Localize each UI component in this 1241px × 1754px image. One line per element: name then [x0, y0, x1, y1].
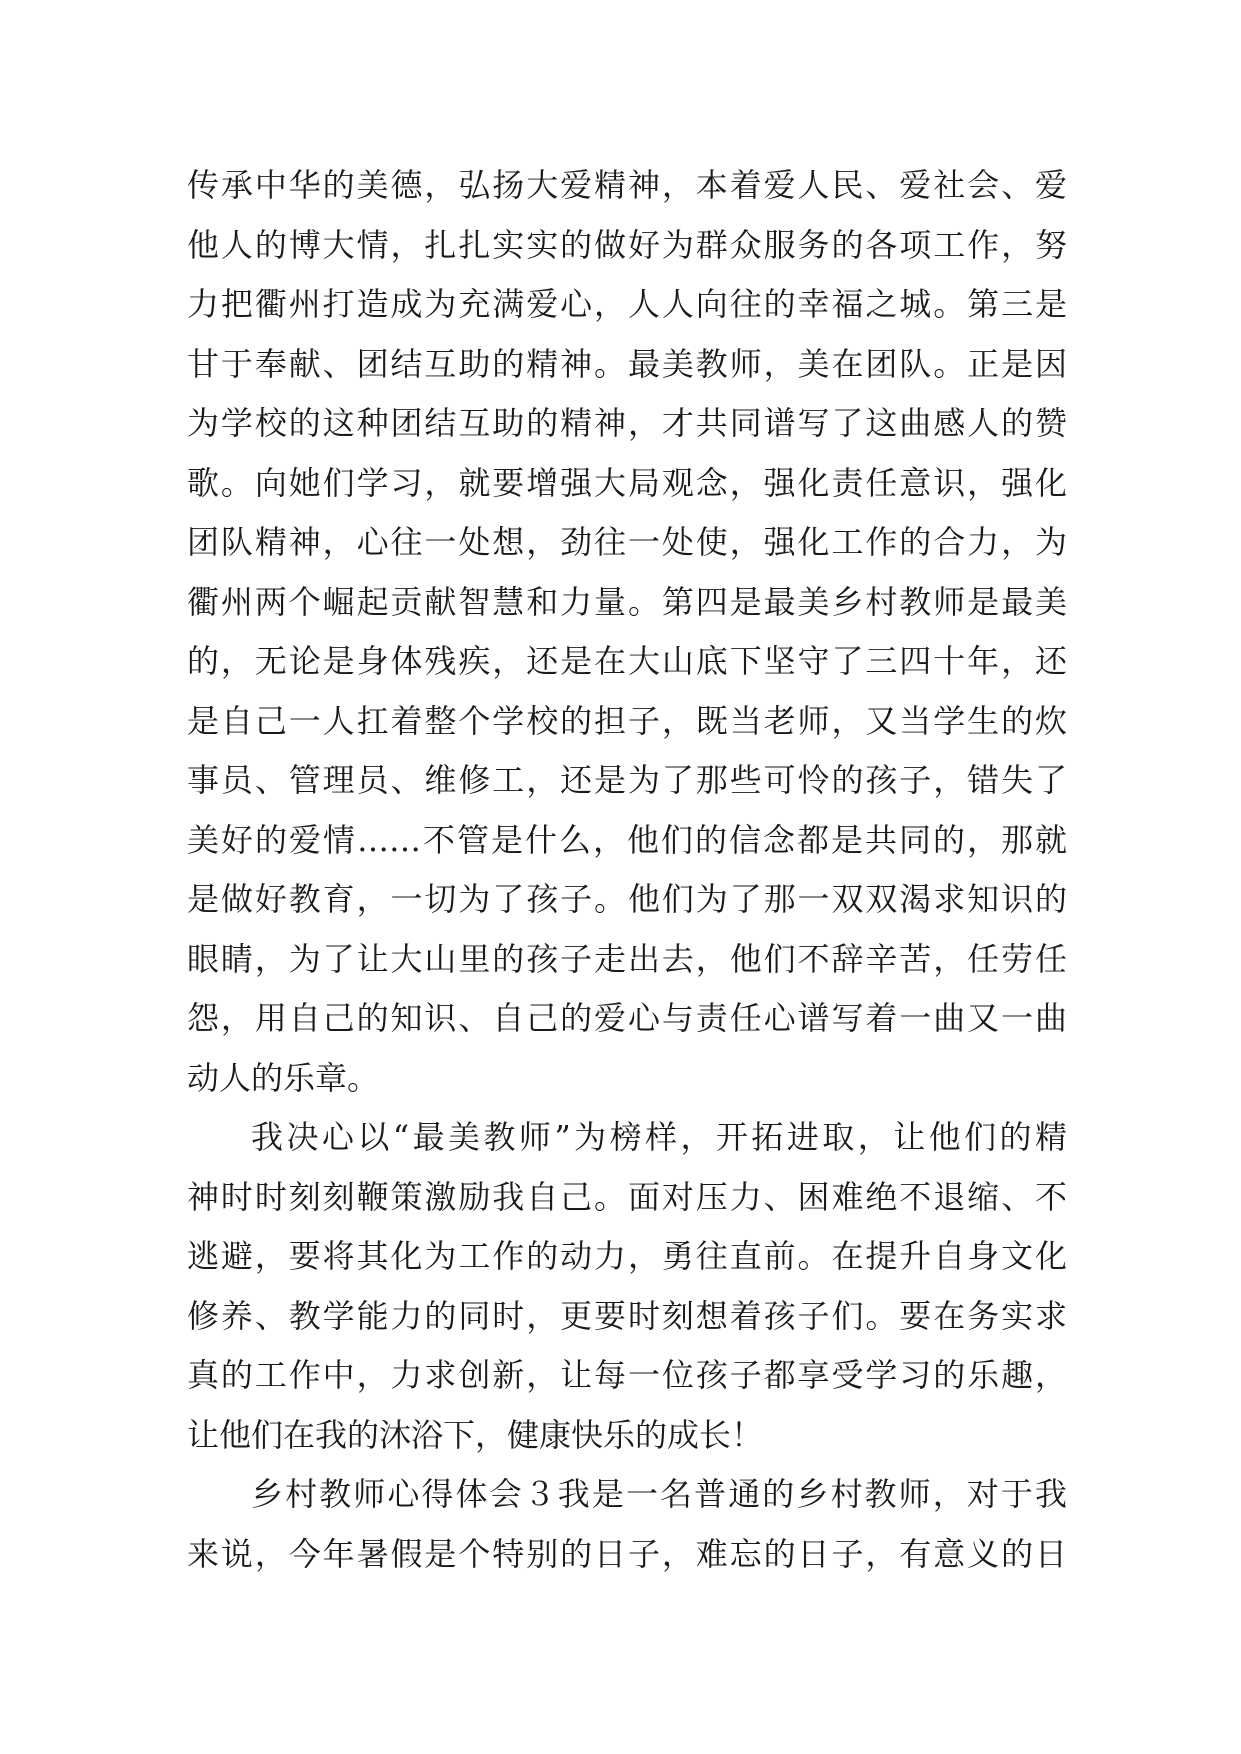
text-line: 的，无论是身体残疾，还是在大山底下坚守了三四十年，还 [187, 642, 1067, 680]
text-line: 他人的博大情，扎扎实实的做好为群众服务的各项工作，努 [187, 225, 1067, 264]
text-line: 神时时刻刻鞭策激励我自己。面对压力、困难绝不退缩、不 [187, 1177, 1067, 1216]
text-line: 真的工作中，力求创新，让每一位孩子都享受学习的乐趣， [187, 1356, 1067, 1394]
text-line: 歌。向她们学习，就要增强大局观念，强化责任意识，强化 [187, 463, 1067, 502]
text-line: 团队精神，心往一处想，劲往一处使，强化工作的合力，为 [187, 523, 1067, 561]
text-line: 事员、管理员、维修工，还是为了那些可怜的孩子，错失了 [187, 761, 1067, 799]
paragraph-start-line: 我决心以“最美教师”为榜样，开拓进取，让他们的精 [251, 1118, 1067, 1156]
paragraph-end-line: 动人的乐章。 [187, 1058, 380, 1097]
text-line: 是自己一人扛着整个学校的担子，既当老师，又当学生的炊 [187, 701, 1067, 740]
text-line: 是做好教育，一切为了孩子。他们为了那一双双渴求知识的 [187, 880, 1067, 918]
text-line: 怨，用自己的知识、自己的爱心与责任心谱写着一曲又一曲 [187, 999, 1067, 1037]
body-text [187, 156, 1067, 1584]
paragraph-start-line: 乡村教师心得体会３我是一名普通的乡村教师，对于我 [251, 1475, 1067, 1513]
text-line: 传承中华的美德，弘扬大爱精神，本着爱人民、爱社会、爱 [187, 166, 1067, 204]
text-line: 来说，今年暑假是个特别的日子，难忘的日子，有意义的日 [187, 1534, 1067, 1573]
text-line: 力把衢州打造成为充满爱心，人人向往的幸福之城。第三是 [187, 285, 1067, 323]
text-line: 眼睛，为了让大山里的孩子走出去，他们不辞辛苦，任劳任 [187, 939, 1067, 978]
text-line: 甘于奉献、团结互助的精神。最美教师，美在团队。正是因 [187, 344, 1067, 383]
text-line: 逃避，要将其化为工作的动力，勇往直前。在提升自身文化 [187, 1237, 1067, 1275]
text-line: 为学校的这种团结互助的精神，才共同谱写了这曲感人的赞 [187, 404, 1067, 442]
paragraph-end-line: 让他们在我的沐浴下，健康快乐的成长！ [187, 1415, 764, 1454]
text-line: 美好的爱情……不管是什么，他们的信念都是共同的，那就 [187, 820, 1067, 859]
text-line: 修养、教学能力的同时，更要时刻想着孩子们。要在务实求 [187, 1296, 1067, 1335]
text-line: 衢州两个崛起贡献智慧和力量。第四是最美乡村教师是最美 [187, 582, 1067, 621]
